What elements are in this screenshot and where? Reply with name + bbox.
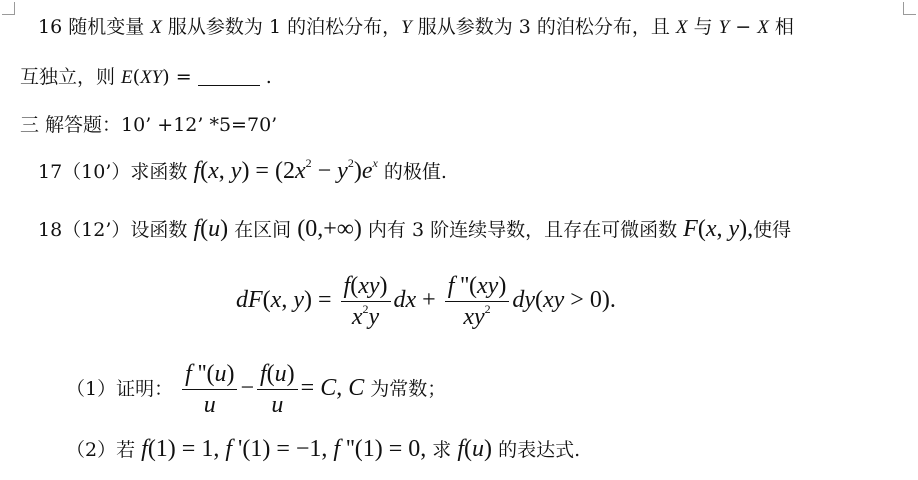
part1-label: （1）证明： bbox=[66, 378, 174, 400]
q17-label: 17（10’）求函数 bbox=[38, 161, 188, 183]
q18-text-mid: 在区间 bbox=[234, 219, 292, 241]
q16-line1-text: 16 随机变量 X 服从参数为 1 的泊松分布，Y 服从参数为 3 的泊松分布，且 X 与 Y − X 相 bbox=[38, 16, 794, 38]
part2-mid: 求 bbox=[432, 439, 452, 461]
q18-text-end: 使得 bbox=[753, 219, 792, 241]
q16-line2: 互独立，则 E(XY) = . bbox=[20, 66, 272, 88]
part2-fu: f(u) bbox=[457, 436, 493, 462]
q18-text-after: 内有 3 阶连续导数，且存在可微函数 bbox=[367, 219, 678, 241]
part2-tail: 的表达式. bbox=[498, 439, 581, 461]
formula-tail: dy(xy > 0). bbox=[512, 287, 616, 313]
q18-part2 bbox=[66, 436, 580, 463]
answer-blank bbox=[198, 67, 260, 86]
part2-condition: f(1) = 1, f '(1) = −1, f ''(1) = 0, bbox=[141, 436, 427, 462]
q17-line bbox=[38, 158, 447, 185]
section-heading: 三 解答题：10’ +12’ *5=70’ bbox=[20, 114, 278, 136]
q18-line bbox=[38, 216, 791, 243]
q16-line1 bbox=[38, 14, 794, 41]
page-corner-mark-left bbox=[2, 2, 15, 15]
formula-lhs: dF(x, y) = bbox=[236, 287, 332, 313]
part1-expression: $\frac{f ''(u)}{u}$ − $\frac{f(u)}{u}$ = C, C bbox=[179, 375, 370, 401]
q18-label: 18（12’）设函数 bbox=[38, 219, 188, 241]
part1-tail: 为常数； bbox=[370, 378, 447, 400]
q18-Fxy: F(x, y), bbox=[683, 216, 754, 242]
q17-expression: f(x, $y) = (2x^2 - y^2)e^x$ bbox=[193, 156, 378, 184]
q18-fu: f(u) bbox=[193, 216, 229, 242]
q18-formula: dF(x, y) = $\frac{f(xy)}{x^2y}$ dx + $\frac{f ''(xy)}{xy^2}$ dy(xy > 0). bbox=[236, 272, 616, 330]
part2-label: （2）若 bbox=[66, 439, 136, 461]
formula-fraction-1: $\frac{f(xy)}{x^2y}$ bbox=[341, 271, 391, 332]
page-corner-mark-right bbox=[903, 2, 916, 15]
formula-fraction-2: $\frac{f ''(xy)}{xy^2}$ bbox=[445, 271, 510, 332]
q17-tail: 的极值. bbox=[383, 161, 447, 183]
q18-part1 bbox=[66, 356, 446, 421]
q18-interval: (0,+∞) bbox=[297, 216, 362, 242]
